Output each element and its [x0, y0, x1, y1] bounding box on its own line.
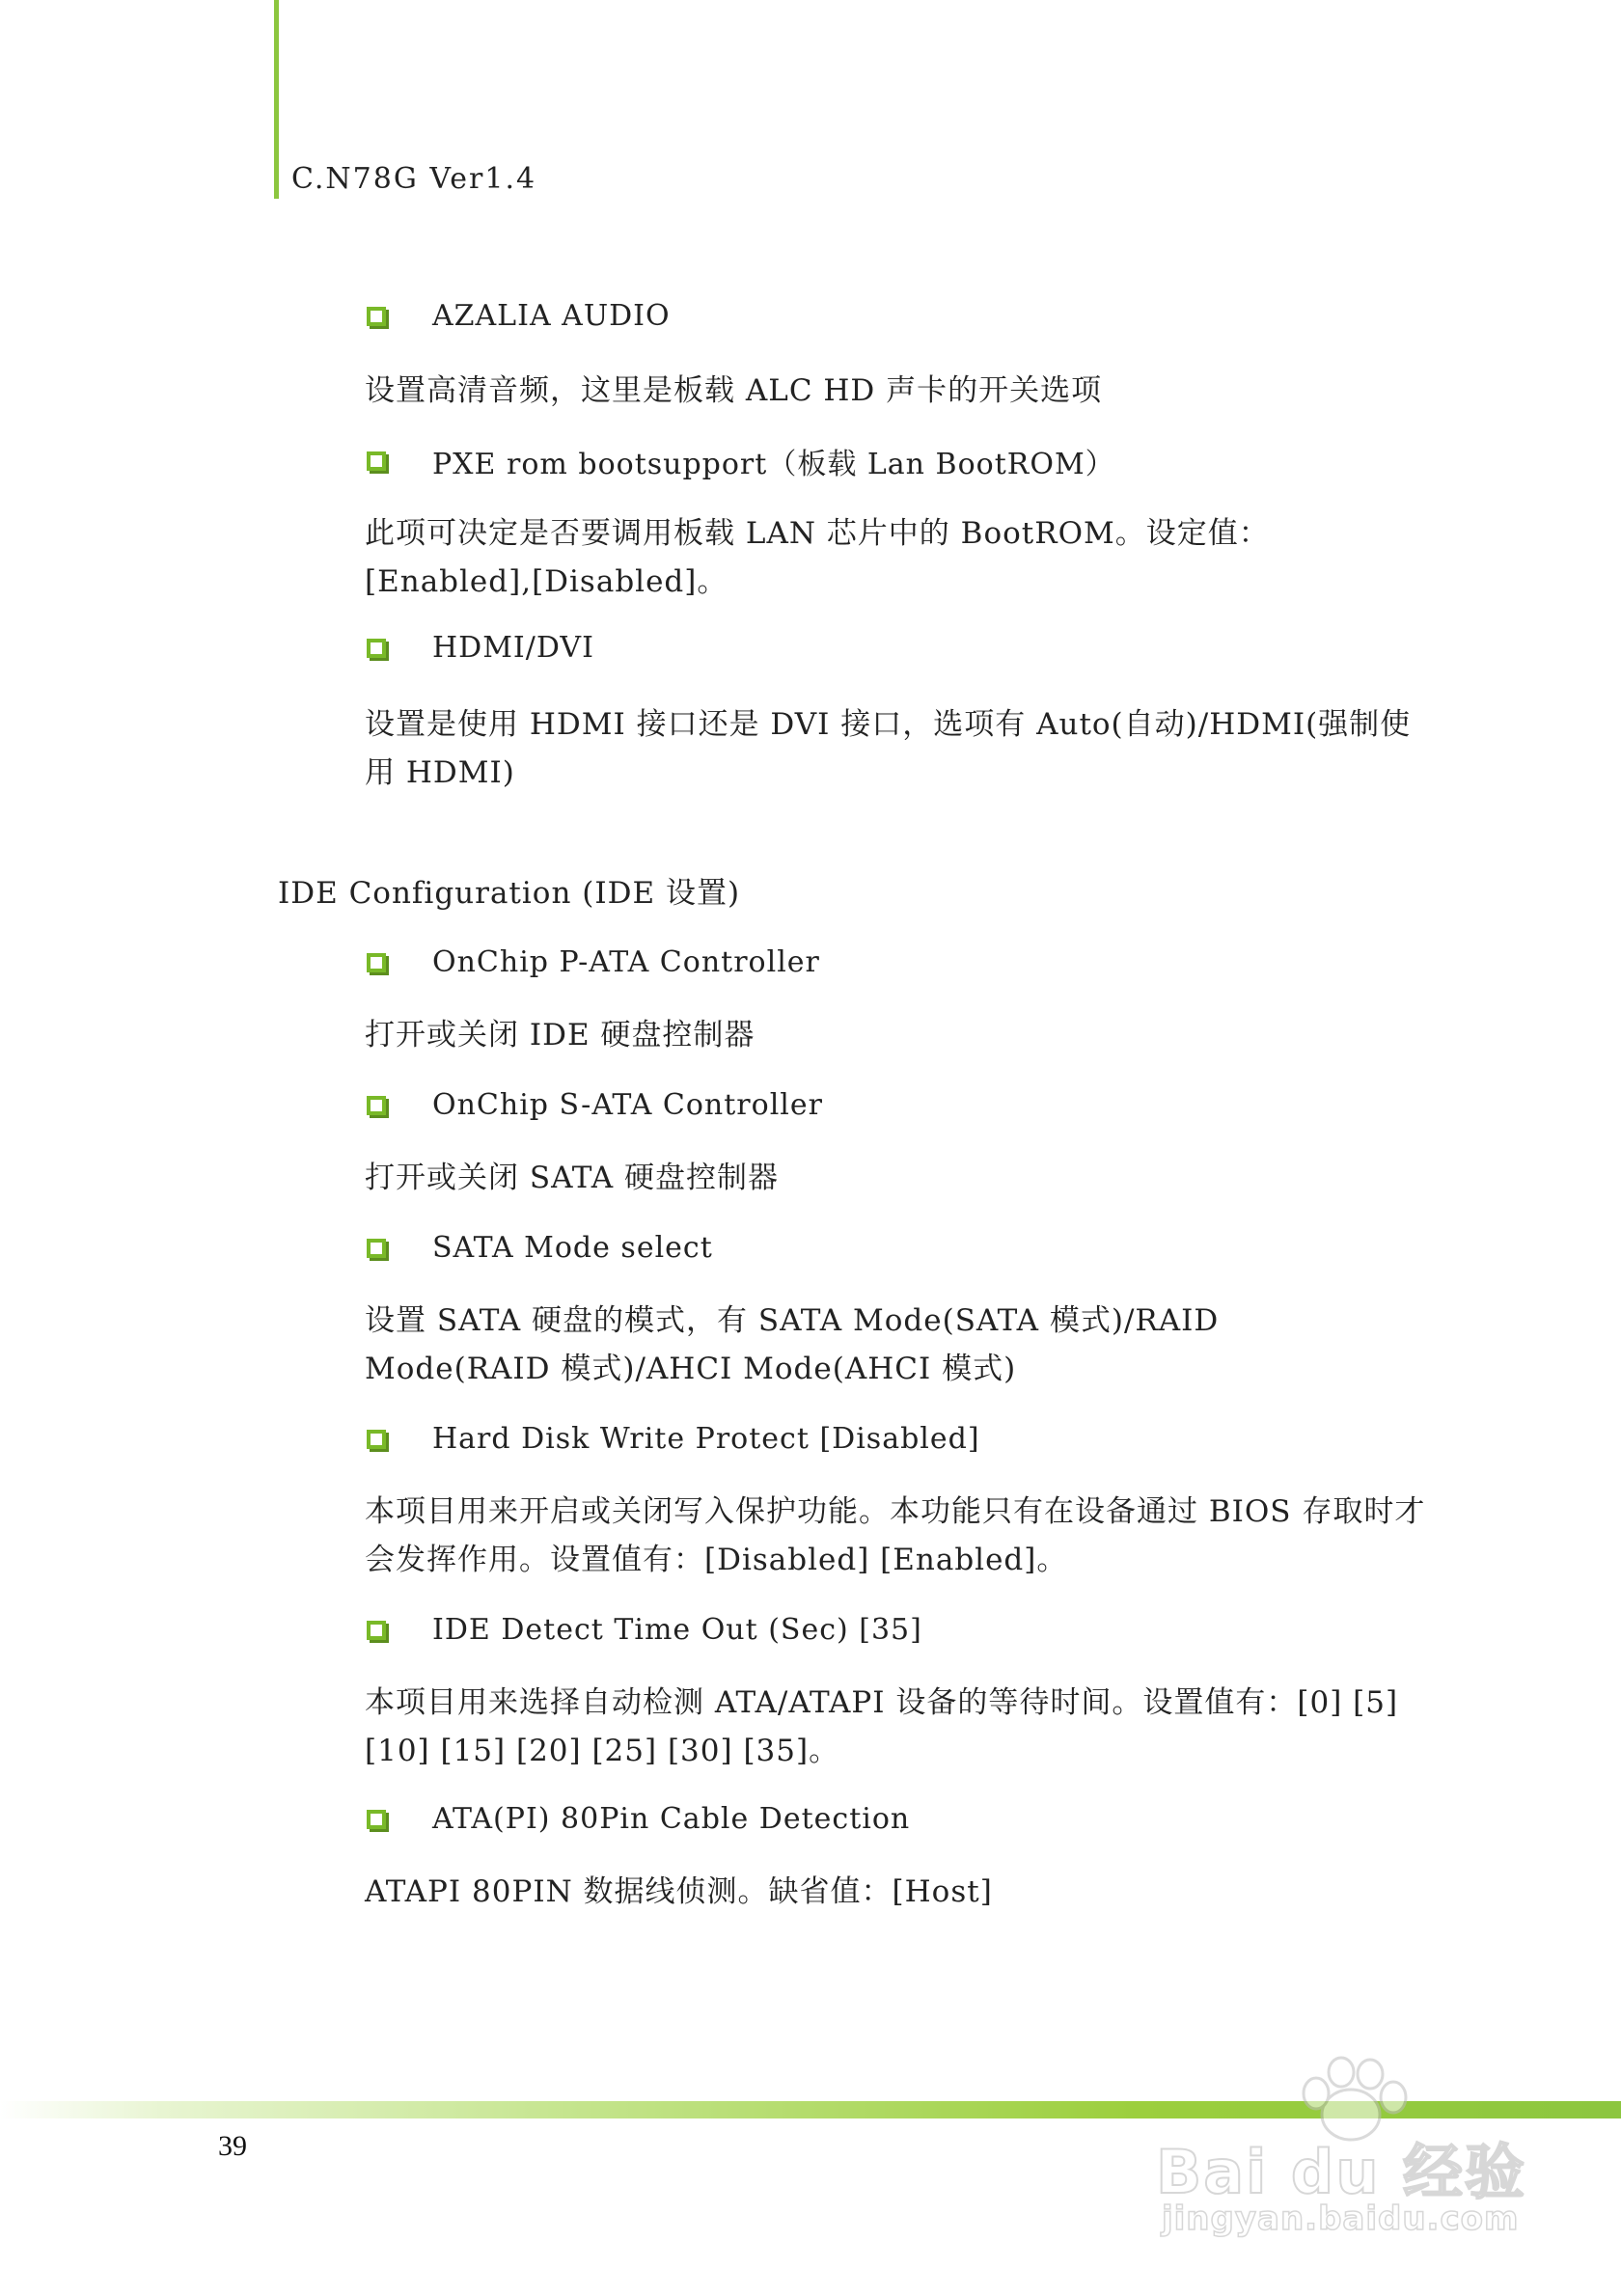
watermark-url: jingyan.baidu.com — [1162, 2200, 1520, 2238]
item-title-pata — [367, 945, 820, 979]
item-title-text: HDMI/DVI — [432, 631, 594, 665]
item-title-text: PXE rom bootsupport（板载 Lan BootROM） — [432, 448, 1115, 481]
checkbox-icon — [367, 1430, 386, 1449]
item-title-sata — [367, 1088, 823, 1122]
item-title-text: ATA(PI) 80Pin Cable Detection — [432, 1802, 911, 1836]
item-title-azalia — [367, 299, 671, 333]
item-title-text: IDE Detect Time Out (Sec) [35] — [432, 1613, 922, 1647]
checkbox-icon — [367, 1239, 386, 1258]
item-desc-pata: 打开或关闭 IDE 硬盘控制器 — [365, 1018, 756, 1052]
checkbox-icon — [367, 1096, 386, 1115]
item-title-hdmi — [367, 631, 594, 665]
checkbox-icon — [367, 1621, 386, 1640]
item-title-pxe — [367, 440, 1115, 482]
item-title-text: SATA Mode select — [432, 1231, 713, 1265]
item-title-text: AZALIA AUDIO — [432, 299, 671, 333]
page-number: 39 — [218, 2130, 247, 2162]
watermark — [1148, 2055, 1553, 2238]
item-title-cable-detection — [367, 1802, 910, 1836]
item-desc-hdmi: 设置是使用 HDMI 接口还是 DVI 接口，选项有 Auto(自动)/HDMI(强制使用 HDMI) — [365, 707, 1412, 790]
checkbox-icon — [367, 953, 386, 972]
checkbox-icon — [367, 307, 386, 326]
checkbox-icon — [367, 451, 386, 471]
item-desc-detect-timeout: 本项目用来选择自动检测 ATA/ATAPI 设备的等待时间。设置值有：[0] [5] [10] [15] [20] [25] [30] [35]。 — [365, 1685, 1399, 1768]
item-title-text: OnChip S-ATA Controller — [432, 1088, 823, 1122]
watermark-brand: Bai du 经验 — [1156, 2137, 1527, 2207]
item-title-text: Hard Disk Write Protect [Disabled] — [432, 1422, 980, 1456]
item-title-detect-timeout — [367, 1613, 922, 1647]
section-heading-ide: IDE Configuration (IDE 设置) — [278, 876, 741, 911]
header-accent-bar — [274, 0, 279, 199]
item-desc-sata-mode: 设置 SATA 硬盘的模式，有 SATA Mode(SATA 模式)/RAID Mode(RAID 模式)/AHCI Mode(AHCI 模式) — [365, 1303, 1220, 1386]
item-desc-sata: 打开或关闭 SATA 硬盘控制器 — [365, 1161, 780, 1195]
checkbox-icon — [367, 639, 386, 658]
checkbox-icon — [367, 1810, 386, 1829]
item-title-text: OnChip P-ATA Controller — [432, 945, 820, 979]
item-title-sata-mode — [367, 1231, 713, 1265]
item-desc-pxe: 此项可决定是否要调用板载 LAN 芯片中的 BootROM。设定值：[Enabled],[Disabled]。 — [365, 516, 1270, 599]
item-desc-cable-detection: ATAPI 80PIN 数据线侦测。缺省值：[Host] — [365, 1874, 993, 1909]
item-desc-write-protect: 本项目用来开启或关闭写入保护功能。本功能只有在设备通过 BIOS 存取时才会发挥作用。设置值有：[Disabled] [Enabled]。 — [365, 1494, 1426, 1577]
item-desc-azalia: 设置高清音频，这里是板载 ALC HD 声卡的开关选项 — [365, 373, 1103, 408]
item-title-write-protect — [367, 1422, 980, 1456]
header-model: C.N78G Ver1.4 — [291, 162, 537, 196]
